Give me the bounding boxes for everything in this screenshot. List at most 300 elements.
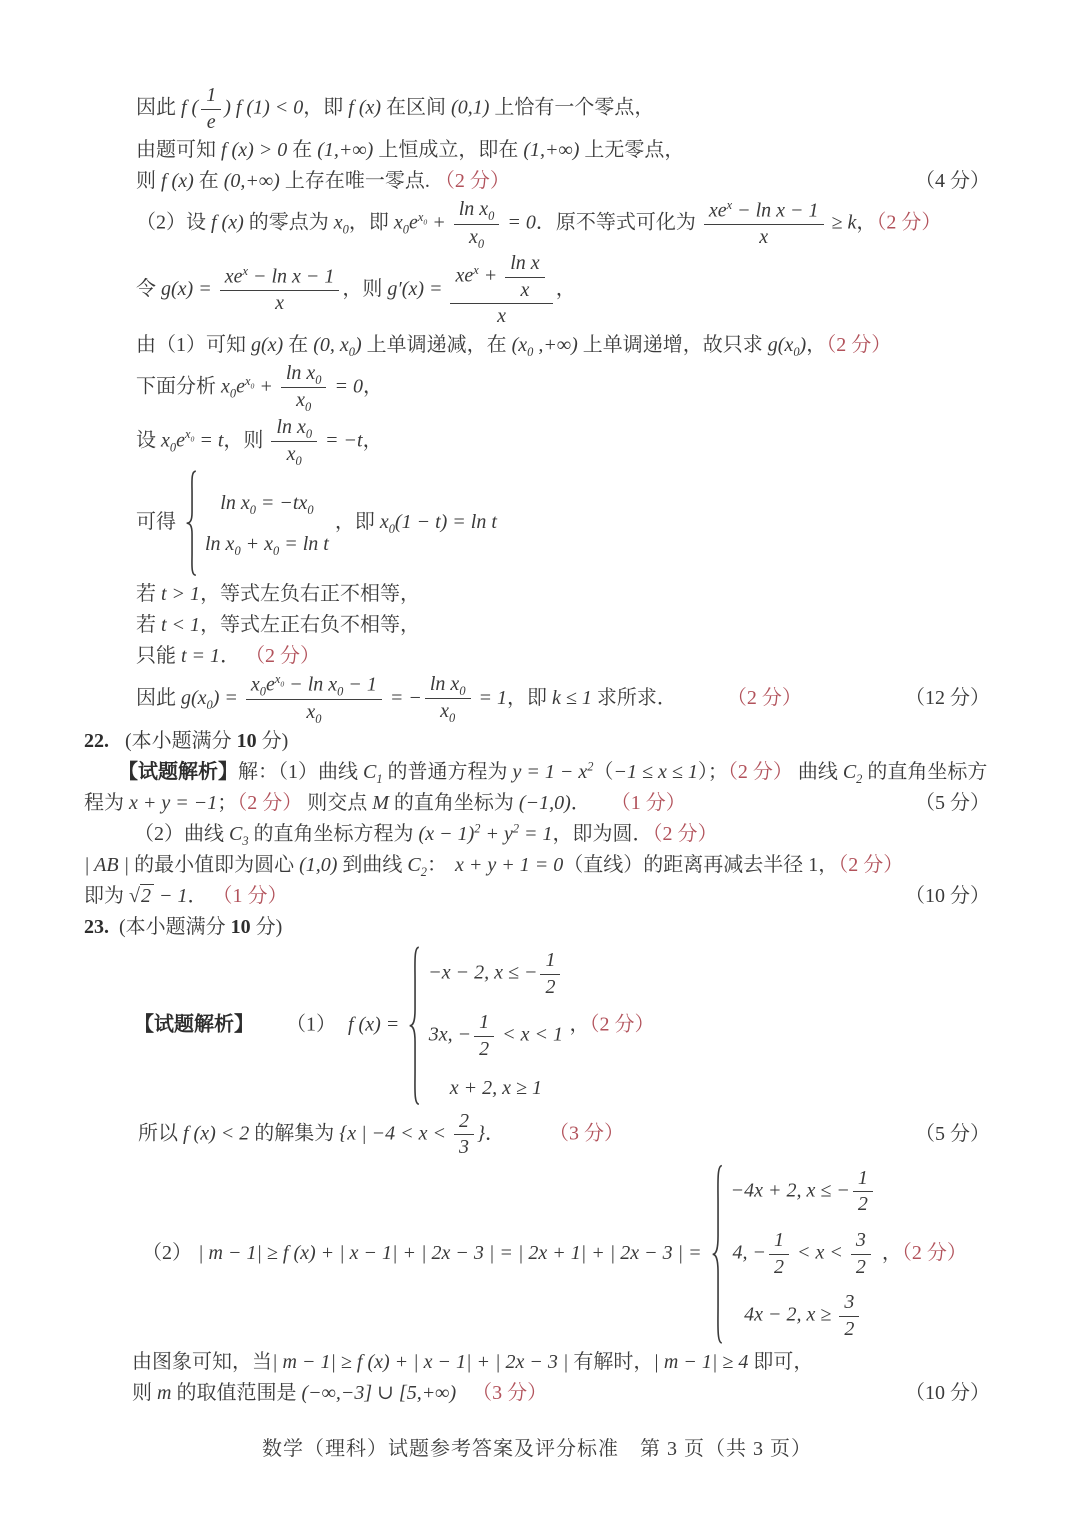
cjk-text: 下面分析 <box>136 375 221 398</box>
bold-text: 【试题解析】 <box>134 1013 254 1036</box>
script-sup <box>244 373 255 391</box>
score-mark: （2 分） <box>237 792 303 815</box>
math-text: ln x <box>276 415 306 438</box>
fraction <box>704 199 824 250</box>
denominator: 2 <box>851 1254 871 1280</box>
script-sup: 2 <box>474 821 481 836</box>
line-content <box>138 1110 624 1160</box>
numerator: 3 <box>855 1228 866 1251</box>
math-text: −x − 2, x ≤ − <box>428 961 538 984</box>
math-text: f (x) < 2 <box>183 1122 250 1145</box>
math-text: − 1 <box>343 673 377 696</box>
cjk-text: 在 <box>193 170 224 193</box>
answer-line <box>84 611 990 640</box>
math-text: x <box>274 671 281 686</box>
bold-text: 10 <box>230 916 251 939</box>
math-text: x + y + 1 = 0 <box>454 854 564 877</box>
case-row <box>220 489 313 518</box>
numerator <box>425 673 471 698</box>
cjk-text: ，即 <box>334 511 380 534</box>
numerator <box>246 673 382 699</box>
math-text: (0,+∞) <box>223 170 280 193</box>
denominator <box>281 387 327 413</box>
radical-sign-icon: √ <box>129 885 140 908</box>
math-text: x <box>244 373 251 388</box>
line-content <box>136 84 654 134</box>
script-sup: x <box>726 197 733 212</box>
math-text: (−1,0) <box>518 792 571 815</box>
cjk-text: 由（1）可知 <box>136 333 251 356</box>
script-sub: 0 <box>348 344 355 359</box>
cjk-text: 程为 <box>84 792 129 815</box>
math-text: g′(x) = <box>387 277 448 300</box>
cjk-text: ，则 <box>223 429 269 452</box>
cjk-text: 分) <box>250 916 283 939</box>
fraction <box>450 252 552 329</box>
cjk-text: (本小题满分 <box>125 730 237 753</box>
score-mark: （2 分） <box>901 1241 967 1264</box>
script-sub: 0 <box>315 372 322 387</box>
answer-line <box>84 789 990 818</box>
piecewise-brace-group <box>408 944 565 1107</box>
cjk-text: 的直角坐标方程为 <box>248 823 419 846</box>
case-row <box>731 1167 876 1217</box>
answer-line <box>84 198 990 250</box>
script-sub: 0 <box>527 344 534 359</box>
answer-line <box>84 469 990 577</box>
math-text: x + 2, x ≥ 1 <box>449 1076 542 1099</box>
cjk-text: 即可， <box>748 1351 814 1374</box>
cjk-text: (本小题满分 <box>119 916 231 939</box>
score-mark: （1 分） <box>212 885 288 908</box>
score-mark: （2 分） <box>726 686 802 709</box>
line-content <box>84 851 903 880</box>
cjk-text: ，即为圆． <box>552 823 653 846</box>
math-text: (x <box>511 333 528 356</box>
script-sub: 0 <box>305 426 313 441</box>
math-text: e <box>408 211 418 234</box>
script-sub: 0 <box>259 684 266 699</box>
math-text: x <box>333 211 343 234</box>
math-text: 4x − 2, x ≥ <box>744 1303 837 1326</box>
script-sup: x <box>242 263 248 278</box>
math-text: x + y = −1 <box>129 792 218 815</box>
cjk-text: 可得 <box>136 511 181 534</box>
math-text: (1,+∞) <box>317 139 374 162</box>
math-text: g(x) <box>251 333 284 356</box>
answer-line <box>84 913 990 942</box>
answer-line <box>84 331 990 360</box>
line-content <box>136 198 941 250</box>
math-text: − ln x <box>284 673 338 696</box>
script-sub: 0 <box>477 236 485 251</box>
math-text: f (x) > 0 <box>221 139 288 162</box>
cjk-text: 的直角坐标方 <box>862 761 988 784</box>
math-text: + y <box>480 823 513 846</box>
score-right: （12 分） <box>905 687 990 710</box>
math-text: C <box>407 854 421 877</box>
cjk-text: 上存在唯一零点. <box>279 170 435 193</box>
math-text: C <box>229 823 243 846</box>
math-text: ln x <box>429 673 460 696</box>
fraction <box>505 252 544 302</box>
math-text: t < 1 <box>161 613 201 636</box>
cjk-text: ，即 <box>507 686 553 709</box>
fraction <box>540 949 560 999</box>
math-text: f (x) <box>211 211 244 234</box>
cjk-text: （ <box>593 761 614 784</box>
score-mark: （2 分） <box>876 211 942 234</box>
bold-text: 【试题解析】 <box>118 761 238 784</box>
math-text: = −t <box>320 429 363 452</box>
math-text: x <box>250 673 260 696</box>
line-content <box>136 252 576 329</box>
math-text: ≥ k <box>826 211 857 234</box>
numerator: 2 <box>459 1109 469 1132</box>
score-right: （10 分） <box>905 885 990 908</box>
cjk-text: 设 <box>136 429 161 452</box>
script-sub: 0 <box>295 454 302 468</box>
fraction <box>425 673 471 725</box>
numerator <box>220 265 340 290</box>
line-content <box>134 820 718 849</box>
line-content <box>84 727 288 756</box>
answer-line <box>84 1110 990 1160</box>
math-text: − ln x − 1 <box>247 265 335 288</box>
math-text: m <box>157 1382 172 1405</box>
score-mark: （2 分） <box>245 644 321 667</box>
denominator <box>271 441 317 467</box>
denominator: x <box>505 277 544 303</box>
math-text: xe <box>224 265 243 288</box>
script-sub: 0 <box>423 217 428 227</box>
math-text: f (x) = <box>348 1013 405 1036</box>
sqrt-radical <box>129 884 154 907</box>
script-sub: 0 <box>337 684 344 699</box>
numerator: 1 <box>857 1166 868 1189</box>
math-text: + <box>427 211 451 234</box>
line-content <box>132 1348 813 1377</box>
math-text: | m − 1| ≥ f (x) + | x − 1| + | 2x − 3 | = | 2x + 1| + | 2x − 3 | = <box>198 1241 707 1264</box>
script-sub: 0 <box>342 222 349 237</box>
score-mark: （2 分） <box>652 823 718 846</box>
case-row <box>429 1011 563 1061</box>
cjk-text: ， <box>362 375 383 398</box>
cjk-text: 的零点为 <box>243 211 334 234</box>
line-content <box>84 913 282 942</box>
math-text: ln x <box>285 361 316 384</box>
line-content <box>136 580 420 609</box>
math-text: ) <box>354 333 362 356</box>
math-text: = t <box>194 429 224 452</box>
math-text: − ln x − 1 <box>732 199 819 222</box>
answer-line <box>84 416 990 468</box>
math-text: xe <box>708 199 727 222</box>
fraction <box>454 1110 474 1160</box>
math-text: (1,+∞) <box>523 139 580 162</box>
cjk-text: 在 <box>283 333 314 356</box>
numerator: 1 <box>206 84 217 106</box>
fraction <box>271 416 317 468</box>
math-text: = 1 <box>519 823 553 846</box>
cjk-text: ； <box>217 792 238 815</box>
answer-line <box>84 1162 990 1347</box>
line-content <box>136 136 684 165</box>
fraction <box>851 1229 871 1279</box>
denominator: 2 <box>769 1254 789 1280</box>
script-sub: 1 <box>376 772 383 787</box>
math-text: = 1 <box>473 686 508 709</box>
math-text: | m − 1| ≥ 4 <box>653 1351 749 1374</box>
math-text: g(x) = <box>161 277 217 300</box>
cjk-text: ． <box>220 644 246 667</box>
score-right: （5 分） <box>915 792 990 815</box>
math-text: = − <box>384 686 422 709</box>
script-sub: 0 <box>449 711 456 726</box>
answer-lines <box>84 84 990 1408</box>
cjk-text: 的取值范围是 <box>171 1382 302 1405</box>
denominator: 2 <box>839 1316 859 1342</box>
math-text: C <box>842 761 857 784</box>
script-sub: 0 <box>280 679 285 689</box>
numerator <box>281 362 327 387</box>
page-footer: 数学（理科）试题参考答案及评分标准 第 3 页（共 3 页） <box>262 1438 812 1461</box>
fraction <box>769 1229 789 1279</box>
cjk-text: ，即 <box>348 211 394 234</box>
cjk-text: 因此 <box>136 96 181 119</box>
cjk-text: ， <box>856 211 877 234</box>
math-text: + <box>478 264 503 287</box>
cjk-text: 上单调递增，故只求 <box>577 333 768 356</box>
math-text: (0,1) <box>451 96 490 119</box>
math-text: (−∞,−3] ∪ [5,+∞) <box>301 1382 457 1405</box>
numerator <box>704 199 824 224</box>
brace-icon <box>711 1162 724 1347</box>
math-text: g(x <box>767 333 794 356</box>
denominator <box>425 698 471 724</box>
math-text: e <box>236 375 245 398</box>
math-text: C <box>363 761 377 784</box>
denominator: e <box>201 109 221 135</box>
script-sub: 2 <box>420 865 427 880</box>
script-sub: 0 <box>459 684 466 699</box>
math-text: −1 ≤ x ≤ 1 <box>613 761 698 784</box>
denominator: 2 <box>474 1036 494 1062</box>
script-sub: 0 <box>190 434 195 444</box>
cjk-text: 若 <box>136 613 161 636</box>
script-sub: 0 <box>388 522 395 537</box>
math-text: ,+∞) <box>533 333 578 356</box>
score-mark: （2 分） <box>838 854 904 877</box>
score-mark: （1 分） <box>610 792 686 815</box>
cjk-text: （2）设 <box>136 211 211 234</box>
score-right: （5 分） <box>915 1123 990 1146</box>
math-text: t > 1 <box>161 582 201 605</box>
math-text: = 0 <box>329 375 363 398</box>
math-text: e <box>176 429 185 452</box>
answer-line <box>84 944 990 1107</box>
case-rows <box>198 484 331 564</box>
score-mark: （3 分） <box>472 1382 548 1405</box>
case-row <box>744 1291 862 1341</box>
math-text: ) <box>799 333 807 356</box>
numerator: 1 <box>774 1228 785 1251</box>
math-text: = ln t <box>279 532 329 555</box>
denominator: x <box>704 224 824 250</box>
script-sub: 0 <box>315 711 322 726</box>
score-mark: （2 分） <box>727 761 793 784</box>
cjk-text: ，等式左正右负不相等， <box>200 613 421 636</box>
script-sup: 2 <box>512 821 520 836</box>
denominator: 2 <box>540 974 560 1000</box>
bold-text: 23. <box>84 916 109 939</box>
math-text: | m − 1| ≥ f (x) + | x − 1| + | 2x − 3 | <box>272 1351 569 1374</box>
numerator: 1 <box>545 949 556 972</box>
brace-icon <box>185 469 198 577</box>
line-content <box>84 789 686 818</box>
score-right: （4 分） <box>915 170 990 193</box>
answer-line <box>84 882 990 911</box>
score-mark: （2 分） <box>589 1013 655 1036</box>
answer-line <box>84 1348 990 1377</box>
math-text: = −tx <box>255 491 308 514</box>
answer-line <box>84 642 990 671</box>
math-text: x <box>379 511 389 534</box>
script-sub: 0 <box>169 440 177 455</box>
bold-text: 22. <box>84 730 109 753</box>
case-row <box>450 1074 542 1103</box>
line-content <box>136 331 891 360</box>
math-text: g(x <box>181 686 207 709</box>
math-text: ln x <box>205 532 235 555</box>
script-sup: 2 <box>587 759 594 774</box>
case-row <box>733 1229 874 1279</box>
math-text: (1,0) <box>299 854 338 877</box>
score-right: （10 分） <box>905 1382 990 1405</box>
script-sub: 0 <box>304 400 312 415</box>
line-content <box>118 758 987 787</box>
math-text: x <box>306 700 316 723</box>
answer-line <box>84 758 990 787</box>
line-content <box>136 469 497 577</box>
numerator: 3 <box>844 1291 855 1314</box>
cjk-text: ，即 <box>303 96 349 119</box>
cjk-text: ， <box>569 1013 590 1036</box>
cjk-text: （2）曲线 <box>134 823 229 846</box>
cjk-text: 则 <box>132 1382 157 1405</box>
numerator <box>271 416 317 441</box>
cjk-text: 上单调递减，在 <box>361 333 512 356</box>
denominator: x <box>220 290 340 316</box>
case-rows <box>724 1162 878 1347</box>
cjk-text: 解：（1）曲线 <box>238 761 363 784</box>
math-text: x <box>440 700 450 723</box>
radicand: 2 <box>140 884 154 907</box>
cjk-text: ： <box>426 854 447 877</box>
cjk-text: 求所求． <box>591 686 677 709</box>
cjk-text: ， <box>362 429 383 452</box>
math-text: (0, x <box>313 333 349 356</box>
math-text: x <box>393 211 403 234</box>
cjk-text: 即为 <box>84 885 129 908</box>
script-sub: 0 <box>307 502 314 517</box>
line-content <box>84 882 287 911</box>
math-text: k ≤ 1 <box>552 686 592 709</box>
script-sub: 0 <box>793 344 800 359</box>
fraction <box>246 673 382 725</box>
answer-line <box>84 252 990 329</box>
cjk-text: 到曲线 <box>337 854 408 877</box>
fraction <box>474 1011 494 1061</box>
cjk-text: ， <box>806 333 827 356</box>
cjk-text: ． <box>570 792 591 815</box>
math-text: } <box>477 1122 485 1145</box>
math-text: ) f (1) < 0 <box>224 96 304 119</box>
cjk-text: ． <box>187 885 213 908</box>
fraction <box>201 84 221 134</box>
cjk-text: 所以 <box>138 1122 183 1145</box>
answer-line <box>84 1379 990 1408</box>
answer-line <box>84 362 990 414</box>
math-text: 4, − <box>732 1241 767 1264</box>
line-content <box>136 362 383 414</box>
math-text: x <box>161 429 170 452</box>
cjk-text: 的普通方程为 <box>382 761 513 784</box>
math-text: xe <box>455 264 474 287</box>
answer-line <box>84 851 990 880</box>
cjk-text: 因此 <box>136 686 181 709</box>
script-sub: 0 <box>402 222 409 237</box>
numerator: ln x <box>510 252 540 274</box>
line-content <box>136 611 420 640</box>
cjk-text: ）； <box>697 761 728 784</box>
cjk-text: ， <box>555 277 576 300</box>
math-text: x <box>221 375 230 398</box>
cjk-text: 则交点 <box>302 792 373 815</box>
piecewise-brace-group <box>711 1162 878 1347</box>
cjk-text: 的解集为 <box>249 1122 340 1145</box>
script-sub: 0 <box>488 209 495 224</box>
math-text: (1 − t) = ln t <box>394 511 497 534</box>
math-text: x <box>468 225 478 248</box>
cjk-text: 只能 <box>136 644 181 667</box>
cjk-text: 在区间 <box>381 96 452 119</box>
cjk-text: 令 <box>136 277 161 300</box>
math-text: e <box>266 673 275 696</box>
math-text: −4x + 2, x ≤ − <box>730 1179 850 1202</box>
math-text: x <box>296 389 305 412</box>
cjk-text: 有解时， <box>568 1351 654 1374</box>
brace-icon <box>408 944 421 1107</box>
cjk-text: ，则 <box>342 277 388 300</box>
cjk-text: ．原不等式可化为 <box>535 211 701 234</box>
cjk-text: 的直角坐标为 <box>388 792 519 815</box>
math-text: ln x <box>458 198 489 221</box>
line-content <box>136 167 510 196</box>
math-text: t = 1 <box>181 644 221 667</box>
answer-line <box>84 727 990 756</box>
math-text: < x < 1 <box>497 1024 563 1047</box>
piecewise-brace-group <box>185 469 331 577</box>
math-text: f (x) <box>348 96 382 119</box>
line-content <box>136 416 383 468</box>
math-text: f (x) <box>161 170 194 193</box>
line-content <box>136 642 320 671</box>
script-sup <box>184 427 195 444</box>
answer-line <box>84 167 990 196</box>
denominator: x <box>450 303 552 329</box>
math-text: x <box>286 443 296 465</box>
